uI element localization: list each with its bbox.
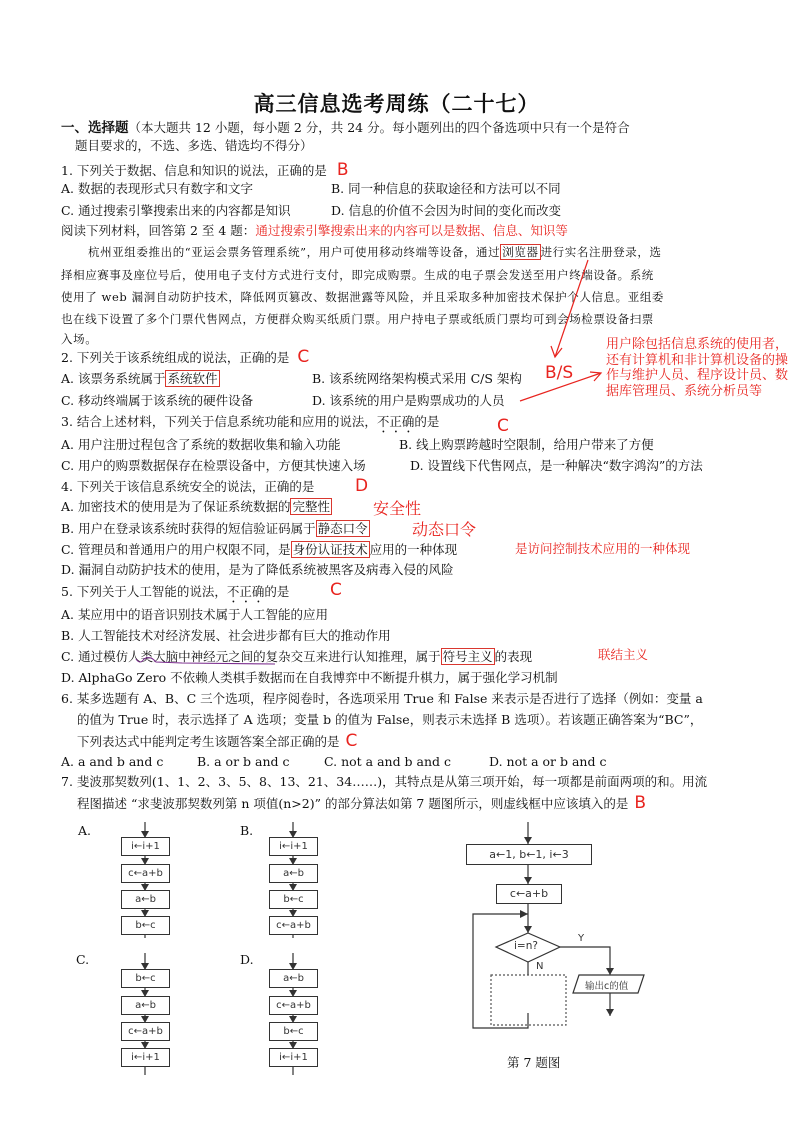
q7-option-b-label: B. <box>240 823 254 838</box>
q7-b-step-4: c←a+b <box>269 916 318 935</box>
fig-no-label: N <box>536 961 544 972</box>
q7-b-step-2: a←b <box>269 864 318 883</box>
q1-option-b: B. 同一种信息的获取途径和方法可以不同 <box>331 181 561 196</box>
q4-answer: D <box>355 476 369 496</box>
fig-init-box: a←1, b←1, i←3 <box>466 844 592 865</box>
q4-option-a-text: A. 加密技术的使用是为了保证系统数据的 <box>61 499 291 514</box>
users-note: 用户除包括信息系统的使用者，还有计算机和非计算机设备的操作与维护人员、程序设计员、数据库管理员、系统分析员等 <box>606 337 789 399</box>
static-password-highlight: 静态口令 <box>317 521 368 536</box>
q5-stem-post: 的是 <box>264 584 290 599</box>
q7-c-step-1: b←c <box>121 969 170 988</box>
q4-option-b-text: B. 用户在登录该系统时获得的短信验证码属于 <box>61 521 316 536</box>
q6-option-c: C. not a and b and c <box>324 754 451 769</box>
reading-intro-text: 阅读下列材料，回答第 2 至 4 题： <box>61 223 256 238</box>
browser-highlight: 浏览器 <box>502 245 539 259</box>
q4-b-note: 动态口令 <box>412 520 477 539</box>
q1-option-a: A. 数据的表现形式只有数字和文字 <box>61 181 253 196</box>
page-title: 高三信息选考周练（二十七） <box>253 92 540 116</box>
fig-yes-label: Y <box>578 933 585 944</box>
q2-stem: 2. 下列关于该系统组成的说法，正确的是 <box>61 350 290 365</box>
q6-option-b: B. a or b and c <box>197 754 290 769</box>
section-heading: 一、选择题 <box>61 120 129 136</box>
q4-c-note: 是访问控制技术应用的一种体现 <box>515 541 691 556</box>
q7-c-step-2: a←b <box>121 996 170 1015</box>
q4-a-note: 安全性 <box>373 499 422 518</box>
fig-condition: i=n? <box>514 940 538 952</box>
fig-caption: 第 7 题图 <box>507 1055 561 1070</box>
q7-d-step-2: c←a+b <box>269 996 318 1015</box>
authentication-highlight: 身份认证技术 <box>292 542 368 557</box>
q6-option-a: A. a and b and c <box>61 754 164 769</box>
q3-answer: C <box>497 416 509 436</box>
q5-stem-emphasis: 不正确 <box>226 584 265 599</box>
q5-answer: C <box>330 580 342 600</box>
question-4: 4. 下列关于该信息系统安全的说法，正确的是 <box>61 479 315 494</box>
q7-c-step-3: c←a+b <box>121 1022 170 1041</box>
reading-intro-note: 通过搜索引擎搜索出来的内容可以是数据、信息、知识等 <box>255 223 568 238</box>
q7-line2-text: 程图描述 “求斐波那契数列第 n 项值(n>2)” 的部分算法如第 7 题图所示，则虚线框中应该填入的是 <box>77 796 629 811</box>
q1-answer: B <box>336 160 349 180</box>
q3-option-b: B. 线上购票跨越时空限制，给用户带来了方便 <box>399 437 654 452</box>
q2-option-c: C. 移动终端属于该系统的硬件设备 <box>61 393 254 408</box>
q2-option-d: D. 该系统的用户是购票成功的人员 <box>312 393 505 408</box>
integrity-highlight: 完整性 <box>292 499 330 514</box>
q2-option-b: B. 该系统网络架构模式采用 C/S 架构 <box>312 371 522 386</box>
q4-option-c-text: C. 管理员和普通用户的用户权限不同，是 <box>61 542 291 557</box>
q6-line2: 的值为 True 时，表示选择了 A 选项；变量 b 的值为 False，则表示未选择 B 选项）。若该题正确答案为“BC”， <box>77 712 703 727</box>
q7-a-step-1: i←i+1 <box>121 837 170 856</box>
q1-stem: 1. 下列关于数据、信息和知识的说法，正确的是 <box>61 163 327 178</box>
q7-option-a-label: A. <box>78 823 92 838</box>
q5-option-d: D. AlphaGo Zero 不依赖人类棋手数据而在自我博弈中不断提升棋力，属于强化学习机制 <box>61 670 558 685</box>
section-instructions-2: 题目要求的，不选、多选、错选均不得分） <box>75 138 313 153</box>
reading-p1-a: 杭州亚组委推出的“亚运会票务管理系统”，用户可使用移动终端等设备，通过 <box>88 245 501 259</box>
q3-option-a: A. 用户注册过程包含了系统的数据收集和输入功能 <box>61 437 341 452</box>
section-instructions: （本大题共 12 小题，每小题 2 分，共 24 分。每小题列出的四个备选项中只有一个是符合 <box>128 120 630 135</box>
q7-line1: 7. 斐波那契数列(1、1、2、3、5、8、13、21、34……)，其特点是从第三项开始，每一项都是前面两项的和。用流 <box>61 774 708 789</box>
q1-option-c: C. 通过搜索引擎搜索出来的内容都是知识 <box>61 203 291 218</box>
q7-a-step-3: a←b <box>121 890 170 909</box>
q6-line3-text: 下列表达式中能判定考生该题答案全部正确的是 <box>77 734 340 749</box>
q7-d-step-3: b←c <box>269 1022 318 1041</box>
reading-p3: 使用了 web 漏洞自动防护技术，降低网页篡改、数据泄露等风险，并且采取多种加密技术保护个人信息。亚组委 <box>61 290 665 304</box>
q6-answer: C <box>345 731 358 751</box>
q7-option-c-label: C. <box>76 952 90 967</box>
reading-p1-b: 进行实名注册登录，选 <box>540 245 662 259</box>
q5-option-a: A. 某应用中的语音识别技术属于人工智能的应用 <box>61 607 328 622</box>
q5-c-note: 联结主义 <box>598 647 649 662</box>
system-software-highlight: 系统软件 <box>167 371 218 386</box>
q7-a-step-2: c←a+b <box>121 864 170 883</box>
q3-stem-emphasis: 不正确 <box>376 414 415 429</box>
reading-p2: 择相应赛事及座位号后，使用电子支付方式进行支付，即完成购票。生成的电子票会发送至用户终端设备。系统 <box>61 268 654 282</box>
q5-option-c-text: C. 通过模仿人类大脑中神经元之间的复杂交互来进行认知推理，属于 <box>61 649 441 664</box>
q3-stem-pre: 3. 结合上述材料，下列关于信息系统功能和应用的说法， <box>61 414 377 429</box>
bs-note: B/S <box>545 363 574 383</box>
q4-option-c-post: 应用的一种体现 <box>369 542 458 557</box>
q7-d-step-1: a←b <box>269 969 318 988</box>
q2-answer: C <box>297 347 310 367</box>
q5-option-c-post: 的表现 <box>494 649 533 664</box>
q7-b-step-3: b←c <box>269 890 318 909</box>
q6-line1: 6. 某多选题有 A、B、C 三个选项，程序阅卷时，各选项采用 True 和 False 来表示是否进行了选择（例如：变量 a <box>61 691 703 706</box>
q7-d-step-4: i←i+1 <box>269 1048 318 1067</box>
q3-option-d: D. 设置线下代售网点，是一种解决“数字鸿沟”的方法 <box>410 458 703 473</box>
q7-c-step-4: i←i+1 <box>121 1048 170 1067</box>
fig-output: 输出c的值 <box>585 981 629 992</box>
q5-option-b: B. 人工智能技术对经济发展、社会进步都有巨大的推动作用 <box>61 628 391 643</box>
fig-calc-box: c←a+b <box>496 884 562 904</box>
q7-a-step-4: b←c <box>121 916 170 935</box>
q7-option-d-label: D. <box>240 952 254 967</box>
q3-option-c: C. 用户的购票数据保存在检票设备中，方便其快速入场 <box>61 458 366 473</box>
q3-stem-post: 的是 <box>414 414 440 429</box>
q5-stem-pre: 5. 下列关于人工智能的说法， <box>61 584 227 599</box>
reading-p5: 入场。 <box>61 332 98 346</box>
q2-option-a-text: A. 该票务系统属于 <box>61 371 166 386</box>
q7-b-step-1: i←i+1 <box>269 837 318 856</box>
symbolism-highlight: 符号主义 <box>442 649 493 664</box>
q6-option-d: D. not a or b and c <box>489 754 607 769</box>
q1-option-d: D. 信息的价值不会因为时间的变化而改变 <box>331 203 562 218</box>
q4-option-d: D. 漏洞自动防护技术的使用，是为了降低系统被黑客及病毒入侵的风险 <box>61 562 454 577</box>
reading-p4: 也在线下设置了多个门票代售网点，方便群众购买纸质门票。用户持电子票或纸质门票均可到会场检票设备扫票 <box>61 312 654 326</box>
q7-answer: B <box>634 793 647 813</box>
